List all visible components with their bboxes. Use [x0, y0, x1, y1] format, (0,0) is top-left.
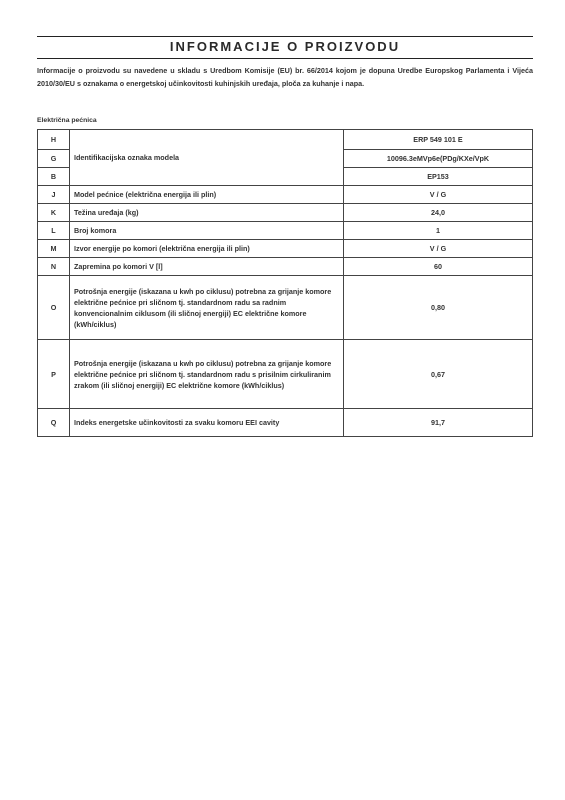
table-row — [38, 186, 533, 204]
row-letter: K — [38, 204, 70, 222]
row-letter: N — [38, 258, 70, 276]
table-row — [38, 204, 533, 222]
row-letter: M — [38, 240, 70, 258]
row-letter: J — [38, 186, 70, 204]
page-title: INFORMACIJE O PROIZVODU — [169, 39, 401, 54]
product-info-page — [37, 36, 533, 437]
row-letter: Q — [38, 409, 70, 437]
row-letter: L — [38, 222, 70, 240]
row-letter: O — [38, 276, 70, 340]
row-value: 1 — [344, 222, 533, 240]
table-row — [38, 340, 533, 409]
row-description: Potrošnja energije (iskazana u kwh po ciklusu) potrebna za grijanje komore električne pećnice pri sličnom tj. standardnom radu s prisilnim cirkuliranim zrakom (ili sličnoj energiji) EC električne komore (kWh/ciklus) — [70, 340, 344, 409]
row-description: Težina uređaja (kg) — [70, 204, 344, 222]
table-row — [38, 258, 533, 276]
table-row — [38, 130, 533, 150]
row-description: Indeks energetske učinkovitosti za svaku komoru EEI cavity — [70, 409, 344, 437]
row-value: 0,80 — [344, 276, 533, 340]
row-description: Zapremina po komori V [l] — [70, 258, 344, 276]
row-description: Model pećnice (električna energija ili plin) — [70, 186, 344, 204]
row-description: Izvor energije po komori (električna energija ili plin) — [70, 240, 344, 258]
row-value: V / G — [344, 240, 533, 258]
row-value: 91,7 — [344, 409, 533, 437]
row-letter: P — [38, 340, 70, 409]
row-letter: H — [38, 130, 70, 150]
row-letter: B — [38, 168, 70, 186]
row-value: ERP 549 101 E — [344, 130, 533, 150]
table-row — [38, 240, 533, 258]
row-value: 60 — [344, 258, 533, 276]
spec-table — [37, 129, 533, 437]
row-value: 0,67 — [344, 340, 533, 409]
row-letter: G — [38, 150, 70, 168]
row-value: 10096.3eMVp6e(PDg/KXe/VpK — [344, 150, 533, 168]
table-row — [38, 222, 533, 240]
row-value: V / G — [344, 186, 533, 204]
title-rule-bottom — [37, 58, 533, 59]
row-description: Potrošnja energije (iskazana u kwh po ciklusu) potrebna za grijanje komore električne pećnice pri sličnom tj. standardnom radu sa radnim konvencionalnim ciklusom (ili sličnoj energiji) EC električne komore (kWh/ciklus) — [70, 276, 344, 340]
section-label: Električna pećnica — [37, 117, 97, 124]
row-value: 24,0 — [344, 204, 533, 222]
row-value: EP153 — [344, 168, 533, 186]
row-description: Identifikacijska oznaka modela — [70, 130, 344, 186]
table-row — [38, 409, 533, 437]
table-row — [38, 276, 533, 340]
intro-paragraph: Informacije o proizvodu su navedene u skladu s Uredbom Komisije (EU) br. 66/2014 kojom je dopuna Uredbe Europskog Parlamenta i Vijeća 2010/30/EU s oznakama o energetskoj učinkovitosti kuhinjskih uređaja, ploča za kuhanje i napa. — [37, 66, 533, 88]
row-description: Broj komora — [70, 222, 344, 240]
